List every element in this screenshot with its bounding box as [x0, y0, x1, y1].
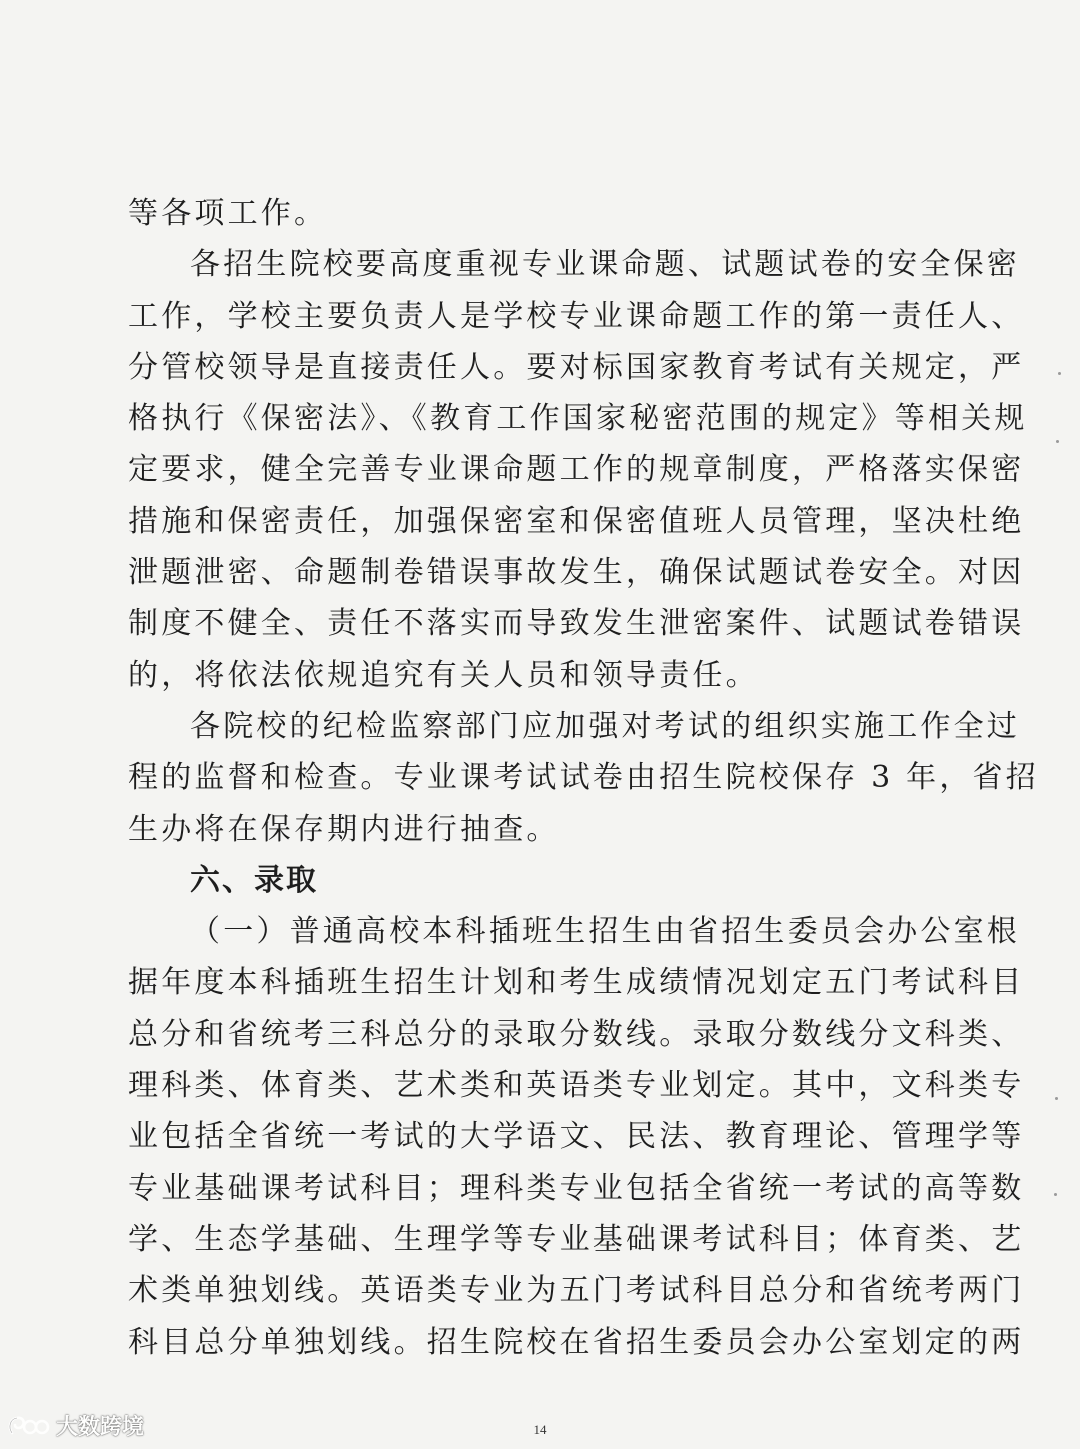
text-line: （一）普通高校本科插班生招生由省招生委员会办公室根	[190, 914, 1020, 950]
text-line: 生办将在保存期内进行抽查。	[128, 811, 560, 847]
text-line: 据年度本科插班生招生计划和考生成绩情况划定五门考试科目	[128, 965, 1025, 1001]
section-heading: 六、录取	[190, 862, 318, 898]
scan-speck	[1054, 1193, 1057, 1196]
text-line: 学、生态学基础、生理学等专业基础课考试科目；体育类、艺	[128, 1221, 1025, 1257]
text-line: 等各项工作。	[128, 196, 328, 231]
text-line: 各招生院校要高度重视专业课命题、试题试卷的安全保密	[190, 247, 1020, 283]
scan-speck	[1056, 440, 1059, 443]
text-line: 的，将依法依规追究有关人员和领导责任。	[128, 657, 759, 693]
text-line: 泄题泄密、命题制卷错误事故发生，确保试题试卷安全。对因	[128, 555, 1025, 591]
watermark	[6, 1410, 144, 1441]
text-line: 分管校领导是直接责任人。要对标国家教育考试有关规定，严	[128, 349, 1025, 385]
text-line: 业包括全省统一考试的大学语文、民法、教育理论、管理学等	[128, 1119, 1025, 1155]
text-line: 专业基础课考试科目；理科类专业包括全省统一考试的高等数	[128, 1170, 1025, 1206]
text-line: 总分和省统考三科总分的录取分数线。录取分数线分文科类、	[128, 1016, 1025, 1052]
text-line: 各院校的纪检监察部门应加强对考试的组织实施工作全过	[190, 708, 1020, 744]
scan-speck	[1055, 1097, 1058, 1100]
text-line: 定要求，健全完善专业课命题工作的规章制度，严格落实保密	[128, 452, 1025, 488]
text-line: 程的监督和检查。专业课考试试卷由招生院校保存 3 年，省招	[128, 760, 1039, 796]
text-line: 理科类、体育类、艺术类和英语类专业划定。其中，文科类专	[128, 1068, 1025, 1104]
text-line: 科目总分单独划线。招生院校在省招生委员会办公室划定的两	[128, 1324, 1025, 1360]
body-text	[128, 188, 1039, 1368]
text-line: 措施和保密责任，加强保密室和保密值班人员管理，坚决杜绝	[128, 503, 1025, 539]
brand-logo-icon	[6, 1413, 50, 1439]
text-line: 格执行《保密法》、《教育工作国家秘密范围的规定》等相关规	[128, 401, 1028, 437]
scan-speck	[1058, 372, 1061, 375]
text-line: 术类单独划线。英语类专业为五门考试科目总分和省统考两门	[128, 1273, 1025, 1309]
text-line: 制度不健全、责任不落实而导致发生泄密案件、试题试卷错误	[128, 606, 1025, 642]
watermark-text: 大数跨境	[56, 1415, 145, 1440]
page-number: 14	[533, 1422, 547, 1437]
text-line: 工作，学校主要负责人是学校专业课命题工作的第一责任人、	[128, 298, 1025, 334]
